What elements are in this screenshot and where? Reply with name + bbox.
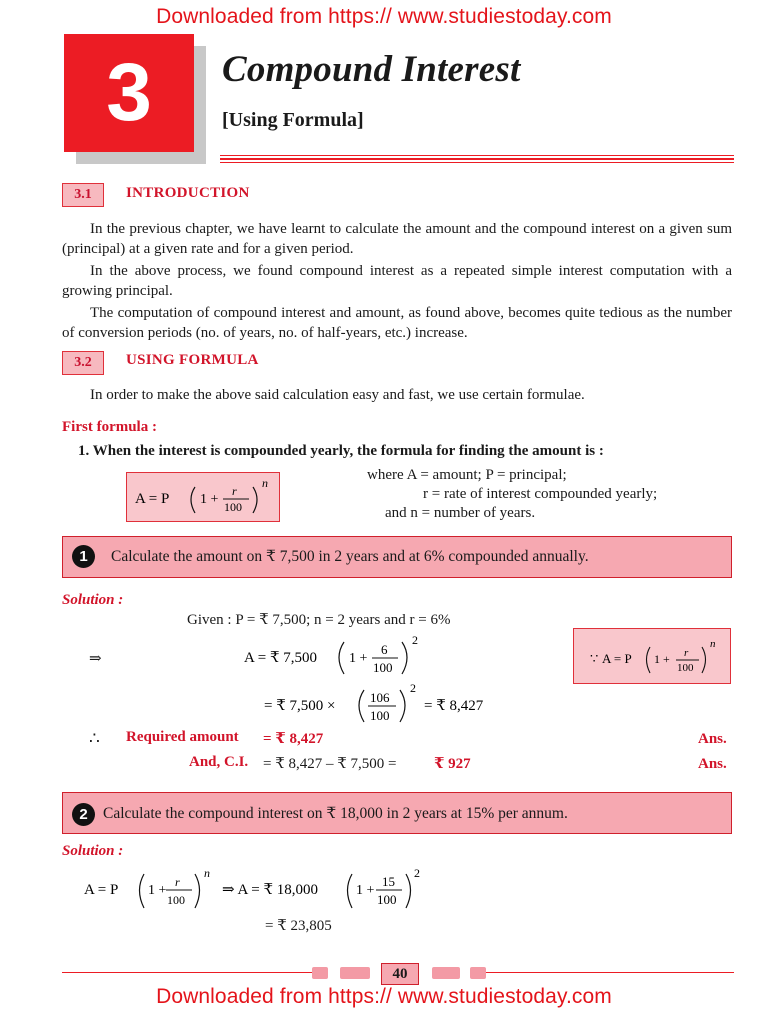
section-title-introduction: INTRODUCTION: [126, 185, 250, 201]
header-rule-mid: [220, 158, 734, 160]
step2-paren-left: [359, 690, 364, 722]
reminder-one: 1 +: [654, 652, 670, 666]
ex2-den: 100: [377, 892, 397, 907]
intro-paragraph-1: In the previous chapter, we have learnt to calculate the amount and the compound interest on a given sum (principal) at a given rate and for a given period.: [62, 221, 732, 257]
chapter-number-box: 3: [64, 34, 194, 152]
first-formula-label: First formula :: [62, 419, 157, 435]
reminder-n: n: [710, 638, 716, 650]
amount-formula-box: [126, 472, 280, 522]
ex2-paren-right: [195, 874, 200, 908]
reminder-paren-right: [702, 647, 706, 673]
ex2b-paren-right: [406, 874, 411, 908]
example-2-question-box: [62, 792, 732, 834]
first-formula-statement: 1. When the interest is compounded yearly, the formula for finding the amount is :: [78, 443, 604, 459]
header-rule-bottom: [220, 162, 734, 163]
ex2-r: r: [175, 875, 180, 889]
example-1-step-1: [240, 630, 440, 680]
example-1-step-2: [260, 680, 520, 728]
watermark-bottom: Downloaded from https:// www.studiestoday.com: [156, 985, 612, 1008]
compound-interest-label: And, C.I.: [189, 754, 249, 770]
section-title-using-formula: USING FORMULA: [126, 352, 259, 368]
step1-exp: 2: [412, 633, 418, 647]
ex2-implies: ⇒ A = ₹ 18,000: [222, 882, 318, 898]
example-1-solution-label: Solution :: [62, 592, 124, 608]
where-line-2: r = rate of interest compounded yearly;: [423, 486, 658, 502]
formula-lhs: A = P: [135, 491, 170, 507]
step2-paren-right: [400, 690, 405, 722]
example-2-question: Calculate the compound interest on ₹ 18,000 in 2 years at 15% per annum.: [103, 805, 568, 822]
footer-rule-left: [62, 972, 312, 973]
step1-paren-left: [339, 642, 344, 674]
watermark-top: Downloaded from https:// www.studiestoday.com: [156, 5, 612, 28]
chapter-subtitle: [Using Formula]: [222, 109, 364, 131]
footer-deco-2: [340, 967, 370, 979]
header-rule-top: [220, 155, 734, 156]
step1-lhs: A = ₹ 7,500: [244, 650, 318, 666]
ex2-num: 15: [382, 874, 395, 889]
example-1-question: Calculate the amount on ₹ 7,500 in 2 years and at 6% compounded annually.: [111, 548, 589, 565]
section-number-3-1: 3.1: [62, 183, 104, 207]
reminder-100: 100: [677, 662, 694, 674]
example-1-question-box: [62, 536, 732, 578]
formula-reminder: [574, 629, 730, 683]
ex2-paren-left: [140, 874, 145, 908]
page-number: 40: [381, 963, 419, 985]
compound-interest-answer: ₹ 927: [434, 756, 471, 772]
ex2-one: 1 +: [148, 883, 167, 898]
formula-reminder-box: [573, 628, 731, 684]
formula-paren-right: [253, 487, 257, 513]
example-2-solution-label: Solution :: [62, 843, 124, 859]
footer-deco-4: [470, 967, 486, 979]
footer-rule-right: [486, 972, 734, 973]
footer-deco-3: [432, 967, 460, 979]
step2-num: 106: [370, 690, 390, 705]
ex2b-paren-left: [348, 874, 353, 908]
ex2-n: n: [204, 866, 210, 880]
example-2-formula-line: [80, 862, 440, 916]
example-1-implies: ⇒: [89, 651, 102, 667]
ex2-lhs: A = P: [84, 882, 119, 898]
footer-deco-1: [312, 967, 328, 979]
chapter-title: Compound Interest: [222, 49, 521, 90]
step2-exp: 2: [410, 681, 416, 695]
required-amount-label: Required amount: [126, 729, 239, 745]
step1-paren-right: [402, 642, 407, 674]
step2-lhs: = ₹ 7,500 ×: [264, 698, 336, 714]
amount-formula: [127, 473, 279, 521]
where-line-3: and n = number of years.: [385, 505, 536, 521]
step1-den: 100: [373, 660, 393, 675]
step2-den: 100: [370, 708, 390, 723]
reminder-lhs: A = P: [602, 651, 632, 666]
formula-one: 1 +: [200, 492, 219, 507]
formula-r: r: [232, 484, 237, 498]
ex2-exp: 2: [414, 866, 420, 880]
intro-paragraph-3: The computation of compound interest and amount, as found above, becomes quite tedious as the number of conversion periods (no. of years, no. of half-years, etc.) increase.: [62, 305, 732, 341]
example-2-line-2: = ₹ 23,805: [265, 918, 332, 934]
step1-one: 1 +: [349, 651, 368, 666]
using-formula-paragraph: In order to make the above said calculation easy and fast, we use certain formulae.: [90, 387, 585, 403]
intro-paragraph-2: In the above process, we found compound interest as a repeated simple interest computation with a growing principal.: [62, 263, 732, 299]
required-amount-value: = ₹ 8,427: [263, 731, 324, 747]
compound-interest-calc: = ₹ 8,427 – ₹ 7,500 =: [263, 756, 397, 772]
formula-100: 100: [224, 500, 242, 514]
reminder-paren-left: [647, 647, 651, 673]
therefore-symbol: ∴: [89, 729, 100, 748]
reminder-r: r: [684, 647, 689, 659]
reminder-because: ∵: [590, 651, 599, 666]
formula-n: n: [262, 476, 268, 490]
formula-paren-left: [191, 487, 195, 513]
step1-num: 6: [381, 642, 388, 657]
example-1-given: Given : P = ₹ 7,500; n = 2 years and r = 6%: [187, 612, 451, 628]
example-1-number: 1: [72, 545, 95, 568]
section-number-3-2: 3.2: [62, 351, 104, 375]
step2-rhs: = ₹ 8,427: [424, 698, 484, 714]
answer-2-mark: Ans.: [698, 756, 727, 772]
answer-1-mark: Ans.: [698, 731, 727, 747]
ex2-100: 100: [167, 893, 185, 907]
example-2-number: 2: [72, 803, 95, 826]
where-line-1: where A = amount; P = principal;: [367, 467, 567, 483]
ex2-one-2: 1 +: [356, 883, 375, 898]
